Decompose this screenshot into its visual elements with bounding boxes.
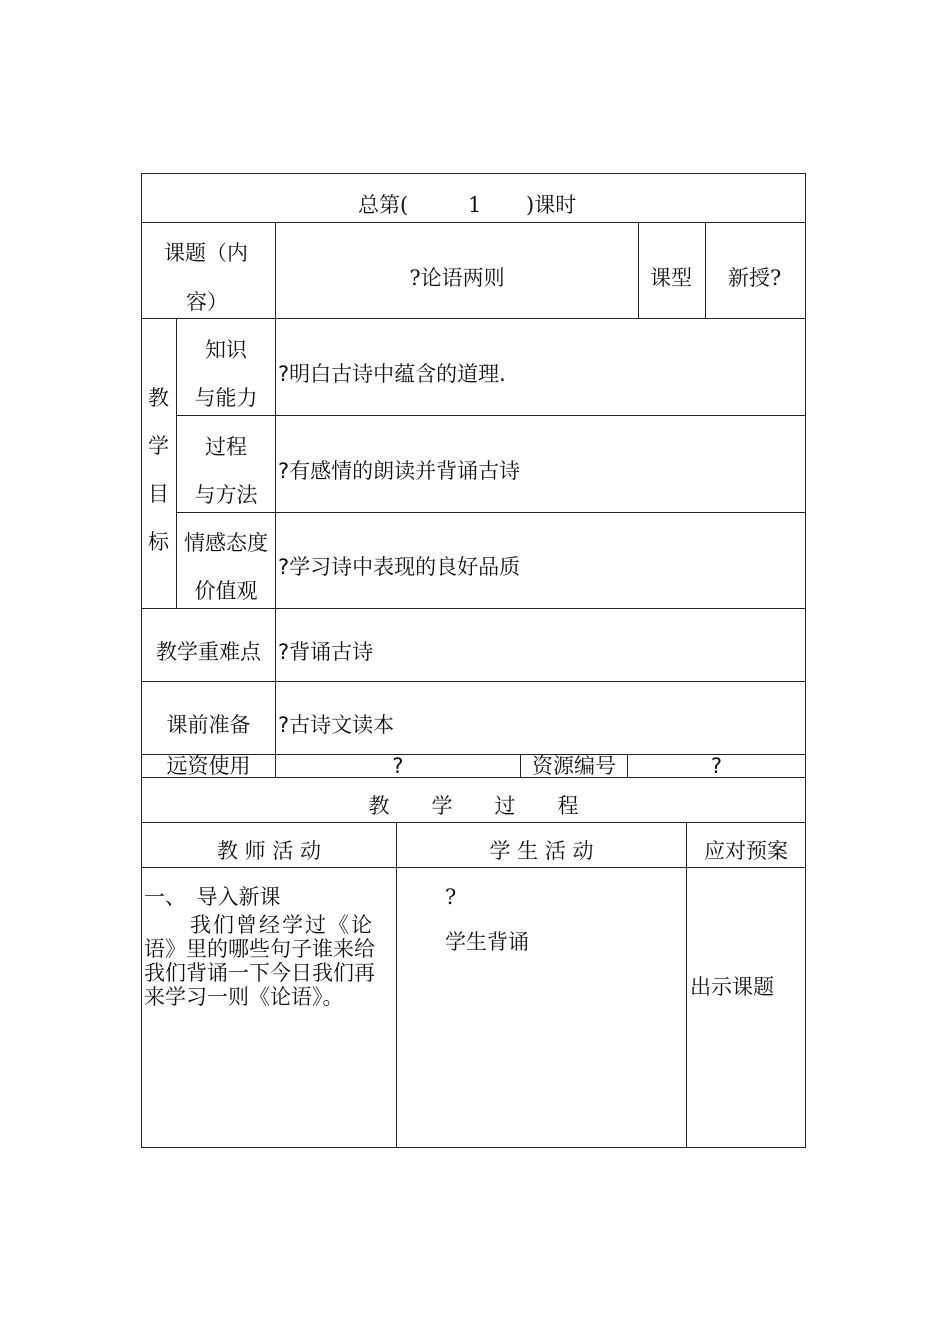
student-activity-mark: ? [445, 885, 457, 909]
preparation-label: 课前准备 [166, 713, 251, 737]
key-points-content: ?背诵古诗 [278, 640, 374, 664]
preparation-content: ?古诗文读本 [278, 713, 395, 737]
lesson-count-number: 1 [468, 193, 482, 217]
lesson-type-value: 新授? [728, 266, 782, 290]
topic-title: ?论语两则 [409, 266, 505, 290]
lesson-count-suffix: )课时 [526, 193, 577, 217]
lesson-count-prefix: 总第( [358, 193, 409, 217]
topic-label-line2: 容） [186, 290, 228, 314]
objective-content: ?明白古诗中蕴含的道理. [278, 362, 506, 386]
objective-content: ?有感情的朗读并背诵古诗 [278, 459, 521, 483]
objective-label-line1: 情感态度 [184, 531, 268, 555]
teacher-activity-line: 我们曾经学过《论 [190, 913, 374, 937]
objectives-group-char-3: 目 [148, 482, 169, 506]
objective-label-line2: 与能力 [194, 386, 258, 410]
student-activity-header: 学 生 活 动 [489, 839, 594, 863]
process-title: 教 学 过 程 [368, 794, 579, 818]
resource-code-value: ? [710, 754, 723, 778]
teacher-activity-line: 来学习一则《论语》。 [144, 985, 344, 1009]
objectives-group-char-4: 标 [148, 530, 169, 554]
teacher-activity-line: 语》里的哪些句子谁来给 [144, 937, 375, 961]
remote-usage-label: 远资使用 [166, 754, 251, 778]
student-activity-text: 学生背诵 [445, 930, 529, 954]
objective-content: ?学习诗中表现的良好品质 [278, 555, 521, 579]
teacher-activity-line: 我们背诵一下今日我们再 [144, 961, 375, 985]
resource-code-label: 资源编号 [532, 754, 616, 778]
remote-usage-value: ? [392, 754, 404, 778]
contingency-plan-text: 出示课题 [690, 975, 774, 999]
key-points-label: 教学重难点 [156, 640, 261, 664]
objective-label-line2: 价值观 [194, 579, 258, 603]
objectives-group-char-1: 教 [148, 386, 169, 410]
objective-label-line1: 知识 [205, 338, 247, 362]
objectives-group-char-2: 学 [148, 434, 169, 458]
teacher-activity-heading: 一、 导入新课 [144, 885, 281, 909]
objective-label-line2: 与方法 [194, 483, 258, 507]
teacher-activity-text [144, 913, 394, 1009]
teacher-activity-header: 教 师 活 动 [216, 839, 322, 863]
topic-label-line1: 课题（内 [164, 241, 248, 265]
lesson-type-label: 课型 [650, 266, 692, 290]
objective-label-line1: 过程 [205, 435, 247, 459]
contingency-plan-header: 应对预案 [704, 839, 788, 863]
